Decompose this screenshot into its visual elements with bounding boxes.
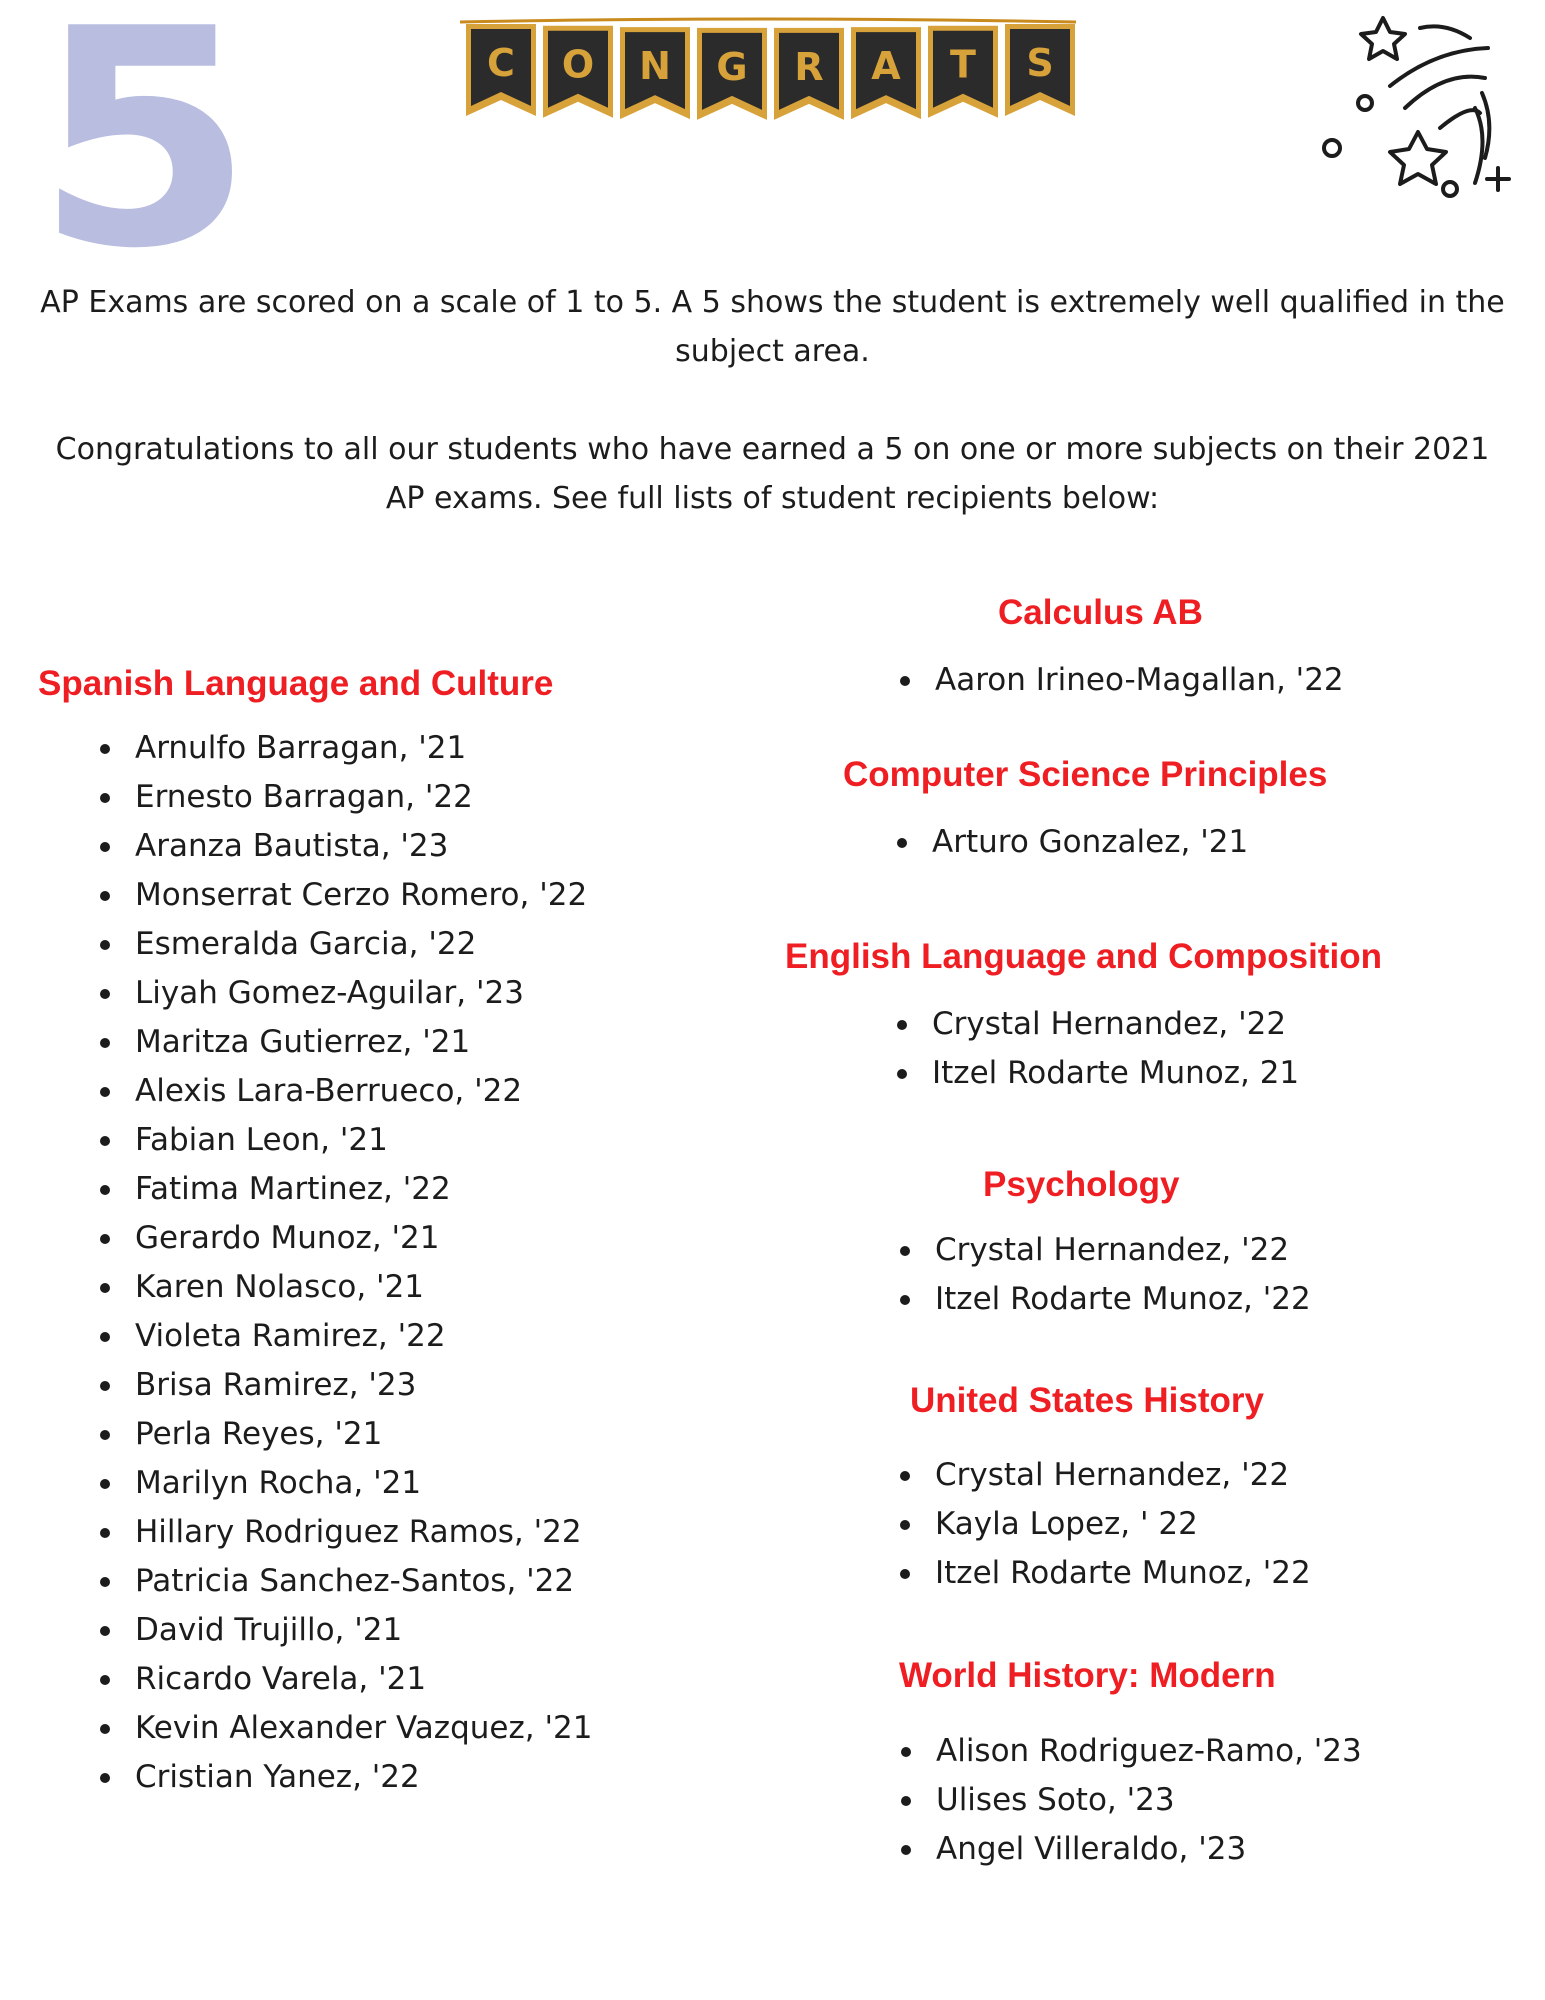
student-list-item: Marilyn Rocha, '21 <box>135 1459 592 1508</box>
section-title: World History: Modern <box>899 1656 1276 1695</box>
student-list-item: Ernesto Barragan, '22 <box>135 773 592 822</box>
banner-letter: C <box>487 41 515 85</box>
section-english-list <box>932 1000 1299 1098</box>
banner-flag <box>466 24 536 116</box>
student-list-item: Gerardo Munoz, '21 <box>135 1214 592 1263</box>
section-title: English Language and Composition <box>785 937 1382 976</box>
student-list-item: David Trujillo, '21 <box>135 1606 592 1655</box>
student-list-item: Alexis Lara-Berrueco, '22 <box>135 1067 592 1116</box>
student-list-item: Ricardo Varela, '21 <box>135 1655 592 1704</box>
congrats-banner <box>458 14 1078 134</box>
student-list-item: Kayla Lopez, ' 22 <box>935 1500 1311 1549</box>
banner-flag <box>1005 24 1075 116</box>
banner-letter: A <box>871 44 901 89</box>
student-list-item: Karen Nolasco, '21 <box>135 1263 592 1312</box>
section-spanish <box>38 664 592 1802</box>
student-list <box>936 1727 1362 1874</box>
student-list <box>935 656 1344 705</box>
student-list-item: Aranza Bautista, '23 <box>135 822 592 871</box>
student-list-item: Crystal Hernandez, '22 <box>932 1000 1299 1049</box>
student-list-item: Hillary Rodriguez Ramos, '22 <box>135 1508 592 1557</box>
student-list <box>935 1226 1311 1324</box>
banner-flag <box>928 26 998 118</box>
big-five-graphic: 5 <box>34 0 254 314</box>
student-list-item: Fatima Martinez, '22 <box>135 1165 592 1214</box>
section-english <box>785 937 1382 977</box>
section-us-history <box>910 1381 1264 1421</box>
intro-paragraph-scoring: AP Exams are scored on a scale of 1 to 5. A 5 shows the student is extremely well qualified in the subject area. <box>40 285 1505 369</box>
banner-letter: S <box>1026 41 1054 85</box>
student-list-item: Arturo Gonzalez, '21 <box>932 818 1248 867</box>
banner-flag <box>697 28 767 120</box>
student-list-item: Cristian Yanez, '22 <box>135 1753 592 1802</box>
section-title: Calculus AB <box>998 593 1203 632</box>
banner-flag <box>620 27 690 119</box>
banner-letter: G <box>716 44 748 89</box>
banner-letter: N <box>639 44 671 89</box>
banner-letter: O <box>561 42 595 87</box>
section-title: United States History <box>910 1381 1264 1420</box>
student-list-item: Esmeralda Garcia, '22 <box>135 920 592 969</box>
section-compsci <box>843 755 1327 795</box>
student-list-item: Perla Reyes, '21 <box>135 1410 592 1459</box>
student-list-item: Arnulfo Barragan, '21 <box>135 724 592 773</box>
banner-flag <box>851 27 921 119</box>
student-list <box>932 818 1248 867</box>
banner-flag <box>774 28 844 120</box>
section-title: Computer Science Principles <box>843 755 1328 794</box>
student-list <box>135 724 592 1802</box>
student-list-item: Crystal Hernandez, '22 <box>935 1451 1311 1500</box>
banner-flag <box>543 26 613 118</box>
student-list-item: Brisa Ramirez, '23 <box>135 1361 592 1410</box>
section-calculus-list <box>935 656 1344 705</box>
student-list-item: Itzel Rodarte Munoz, 21 <box>932 1049 1299 1098</box>
section-psychology <box>983 1165 1179 1205</box>
student-list-item: Patricia Sanchez-Santos, '22 <box>135 1557 592 1606</box>
shooting-stars-icon <box>1320 8 1520 198</box>
banner-letter: T <box>950 42 976 87</box>
banner-letter: R <box>794 44 824 89</box>
student-list-item: Itzel Rodarte Munoz, '22 <box>935 1275 1311 1324</box>
section-compsci-list <box>932 818 1248 867</box>
student-list-item: Kevin Alexander Vazquez, '21 <box>135 1704 592 1753</box>
student-list <box>932 1000 1299 1098</box>
student-list-item: Maritza Gutierrez, '21 <box>135 1018 592 1067</box>
section-world-history-list <box>936 1727 1362 1874</box>
student-list <box>935 1451 1311 1598</box>
student-list-item: Crystal Hernandez, '22 <box>935 1226 1311 1275</box>
section-psychology-list <box>935 1226 1311 1324</box>
section-calculus <box>998 593 1203 633</box>
student-list-item: Violeta Ramirez, '22 <box>135 1312 592 1361</box>
student-list-item: Ulises Soto, '23 <box>936 1776 1362 1825</box>
section-world-history <box>899 1656 1276 1696</box>
student-list-item: Fabian Leon, '21 <box>135 1116 592 1165</box>
student-list-item: Itzel Rodarte Munoz, '22 <box>935 1549 1311 1598</box>
student-list-item: Angel Villeraldo, '23 <box>936 1825 1362 1874</box>
student-list-item: Monserrat Cerzo Romero, '22 <box>135 871 592 920</box>
intro-paragraph-congratulations: Congratulations to all our students who have earned a 5 on one or more subjects on their 2021 AP exams. See full lists of student recipients below: <box>55 432 1490 516</box>
student-list-item: Alison Rodriguez-Ramo, '23 <box>936 1727 1362 1776</box>
student-list-item: Liyah Gomez-Aguilar, '23 <box>135 969 592 1018</box>
section-title: Psychology <box>983 1165 1180 1204</box>
section-us-history-list <box>935 1451 1311 1598</box>
section-title: Spanish Language and Culture <box>38 664 554 703</box>
student-list-item: Aaron Irineo-Magallan, '22 <box>935 656 1344 705</box>
